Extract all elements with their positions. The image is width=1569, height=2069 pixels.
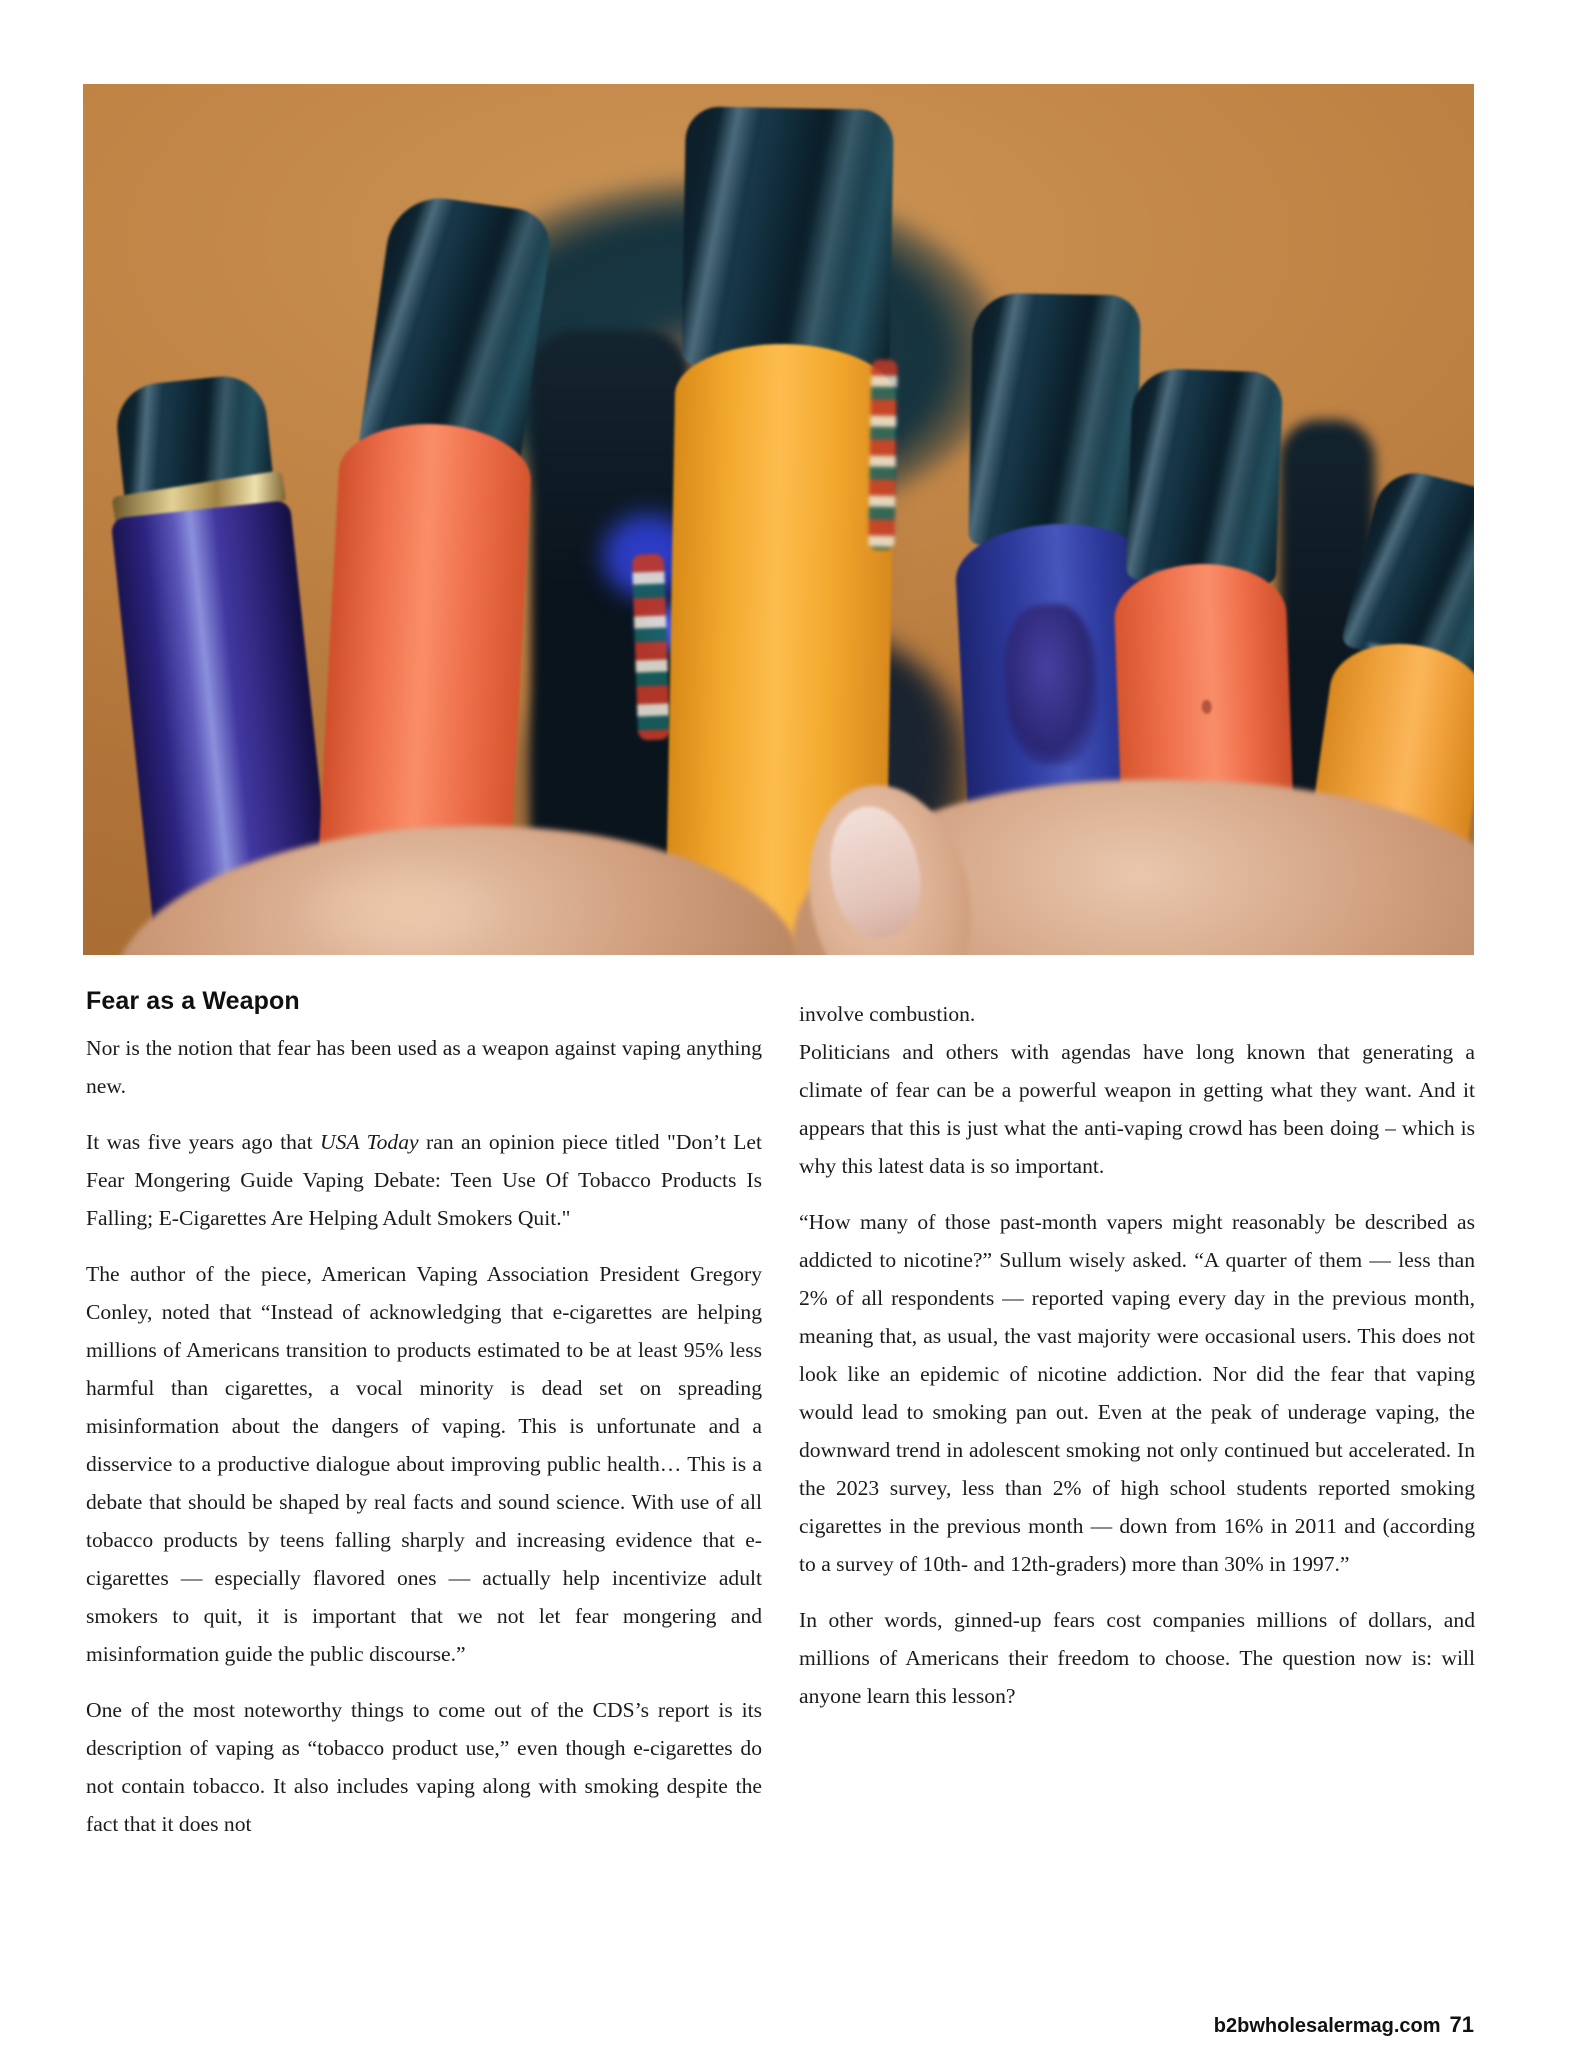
vape-mouthpiece-cap bbox=[1126, 367, 1283, 584]
paragraph: In other words, ginned-up fears cost companies millions of dollars, and millions of Americans their freedom to choose. The question now is: will anyone learn this lesson? bbox=[799, 1608, 1475, 1708]
paragraph: Nor is the notion that fear has been used as a weapon against vaping anything new. bbox=[86, 1036, 762, 1098]
vape-label-graphic bbox=[1001, 602, 1101, 767]
website-url: b2bwholesalermag.com bbox=[1213, 2015, 1441, 2037]
article-body bbox=[86, 986, 1475, 1843]
vape-mouthpiece-cap bbox=[681, 106, 893, 368]
photo-vapes-in-hands bbox=[83, 84, 1474, 955]
paragraph: involve combustion. bbox=[799, 1002, 976, 1026]
paragraph: Politicians and others with agendas have long known that generating a climate of fear can be a powerful weapon in getting what they want. And it appears that this is just what the anti-vaping crowd has been doing – which is why this latest data is so important. bbox=[799, 1040, 1475, 1178]
paragraph: One of the most noteworthy things to come out of the CDS’s report is its description of vaping as “tobacco product use,” even though e-cigarettes do not contain tobacco. It also includes vaping along with smoking despite the fact that it does not bbox=[86, 1698, 762, 1836]
section-heading: Fear as a Weapon bbox=[86, 987, 300, 1015]
right-column bbox=[799, 986, 1475, 1843]
knuckle-highlight bbox=[293, 854, 513, 955]
left-column bbox=[86, 986, 762, 1843]
left-column-text bbox=[86, 1029, 762, 1843]
right-column-text bbox=[799, 995, 1475, 1715]
paragraph: The author of the piece, American Vaping Association President Gregory Conley, noted that “Instead of acknowledging that e-cigarettes are helping millions of Americans transition to products estimated to be at least 95% less harmful than cigarettes, a vocal minority is dead set on spreading misinformation about the dangers of vaping. This is unfortunate and a disservice to a productive dialogue about improving public health… This is a debate that should be shaped by real facts and sound science. With use of all tobacco products by teens falling sharply and increasing evidence that e-cigarettes — especially flavored ones — actually help incentivize adult smokers to quit, it is important that we not let fear mongering and misinformation guide the public discourse.” bbox=[86, 1262, 762, 1666]
paragraph: It was five years ago that USA Today ran an opinion piece titled "Don’t Let Fear Mongering Guide Vaping Debate: Teen Use Of Tobacco Products Is Falling; E-Cigarettes Are Helping Adult Smokers Quit." bbox=[86, 1130, 763, 1230]
paragraph: “How many of those past-month vapers might reasonably be described as addicted to nicotine?” Sullum wisely asked. “A quarter of them — less than 2% of all respondents — reported vaping every day in the previous month, meaning that, as usual, the vast majority were occasional users. This does not look like an epidemic of nicotine addiction. Nor did the fear that vaping would lead to smoking pan out. Even at the peak of underage vaping, the downward trend in adolescent smoking not only continued but accelerated. In the 2023 survey, less than 2% of high school students reported smoking cigarettes in the previous month — down from 16% in 2011 and (according to a survey of 10th- and 12th-graders) more than 30% in 1997.” bbox=[799, 1210, 1475, 1576]
page-number: 71 bbox=[1449, 2012, 1474, 2037]
striped-wrap-graphic bbox=[868, 360, 897, 550]
page-footer bbox=[1214, 2012, 1474, 2038]
